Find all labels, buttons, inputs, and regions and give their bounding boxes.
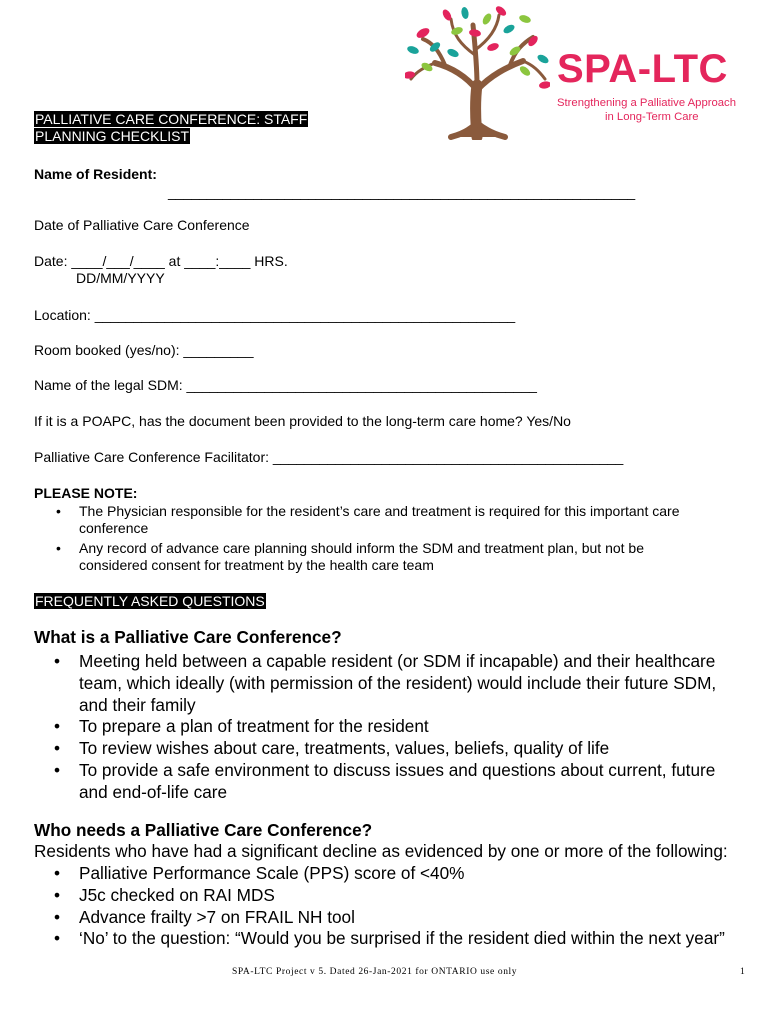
legal-sdm-field[interactable]: Name of the legal SDM: _____________________________________________ <box>34 377 537 393</box>
facilitator-field[interactable]: Palliative Care Conference Facilitator: _____________________________________________ <box>34 449 624 465</box>
please-note-list <box>34 503 754 574</box>
resident-label: Name of Resident: <box>34 166 157 182</box>
room-booked-field[interactable]: Room booked (yes/no): _________ <box>34 342 254 358</box>
logo <box>405 5 765 140</box>
list-item: • To prepare a plan of treatment for the resident <box>34 716 764 738</box>
question-2-list <box>34 863 764 950</box>
conference-date-heading: Date of Palliative Care Conference <box>34 217 250 233</box>
faq-heading: FREQUENTLY ASKED QUESTIONS <box>35 593 265 609</box>
document-title <box>34 111 330 145</box>
page-number: 1 <box>740 967 746 977</box>
list-item: • Palliative Performance Scale (PPS) score of <40% <box>34 863 764 885</box>
brand-tagline-1: Strengthening a Palliative Approach <box>557 97 736 109</box>
date-format-hint: DD/MM/YYYY <box>76 270 165 286</box>
question-1-heading: What is a Palliative Care Conference? <box>34 627 342 647</box>
list-item: • The Physician responsible for the resident’s care and treatment is required for this important care conference <box>34 503 754 537</box>
title-line-2: PLANNING CHECKLIST <box>35 128 190 144</box>
list-item: • Meeting held between a capable resident (or SDM if incapable) and their healthcare team, which ideally (with permission of the resident) would include their future SDM, and their family <box>34 651 764 716</box>
list-item: • To review wishes about care, treatments, values, beliefs, quality of life <box>34 738 764 760</box>
resident-name-field[interactable]: ____________________________________________________________ <box>168 184 636 200</box>
footer-text: SPA-LTC Project v 5. Dated 26-Jan-2021 for ONTARIO use only <box>232 967 518 977</box>
question-1-list <box>34 651 764 804</box>
question-2-intro: Residents who have had a significant decline as evidenced by one or more of the following: <box>34 841 728 861</box>
question-2-heading: Who needs a Palliative Care Conference? <box>34 820 373 840</box>
list-item: • To provide a safe environment to discuss issues and questions about current, future and end-of-life care <box>34 760 764 804</box>
tree-icon <box>405 5 550 140</box>
list-item: • ‘No’ to the question: “Would you be surprised if the resident died within the next year” <box>34 928 764 950</box>
location-field[interactable]: Location: ______________________________________________________ <box>34 307 516 323</box>
list-item: • Advance frailty >7 on FRAIL NH tool <box>34 907 764 929</box>
list-item: • J5c checked on RAI MDS <box>34 885 764 907</box>
list-item: • Any record of advance care planning should inform the SDM and treatment plan, but not be considered consent for treatment by the health care team <box>34 540 754 574</box>
poapc-question: If it is a POAPC, has the document been provided to the long-term care home? Yes/No <box>34 413 571 429</box>
please-note-heading: PLEASE NOTE: <box>34 485 138 501</box>
date-field[interactable]: Date: ____/___/____ at ____:____ HRS. <box>34 253 288 269</box>
title-line-1: PALLIATIVE CARE CONFERENCE: STAFF <box>35 111 308 127</box>
brand-tagline-2: in Long-Term Care <box>605 111 699 123</box>
brand-name: SPA-LTC <box>557 47 728 91</box>
